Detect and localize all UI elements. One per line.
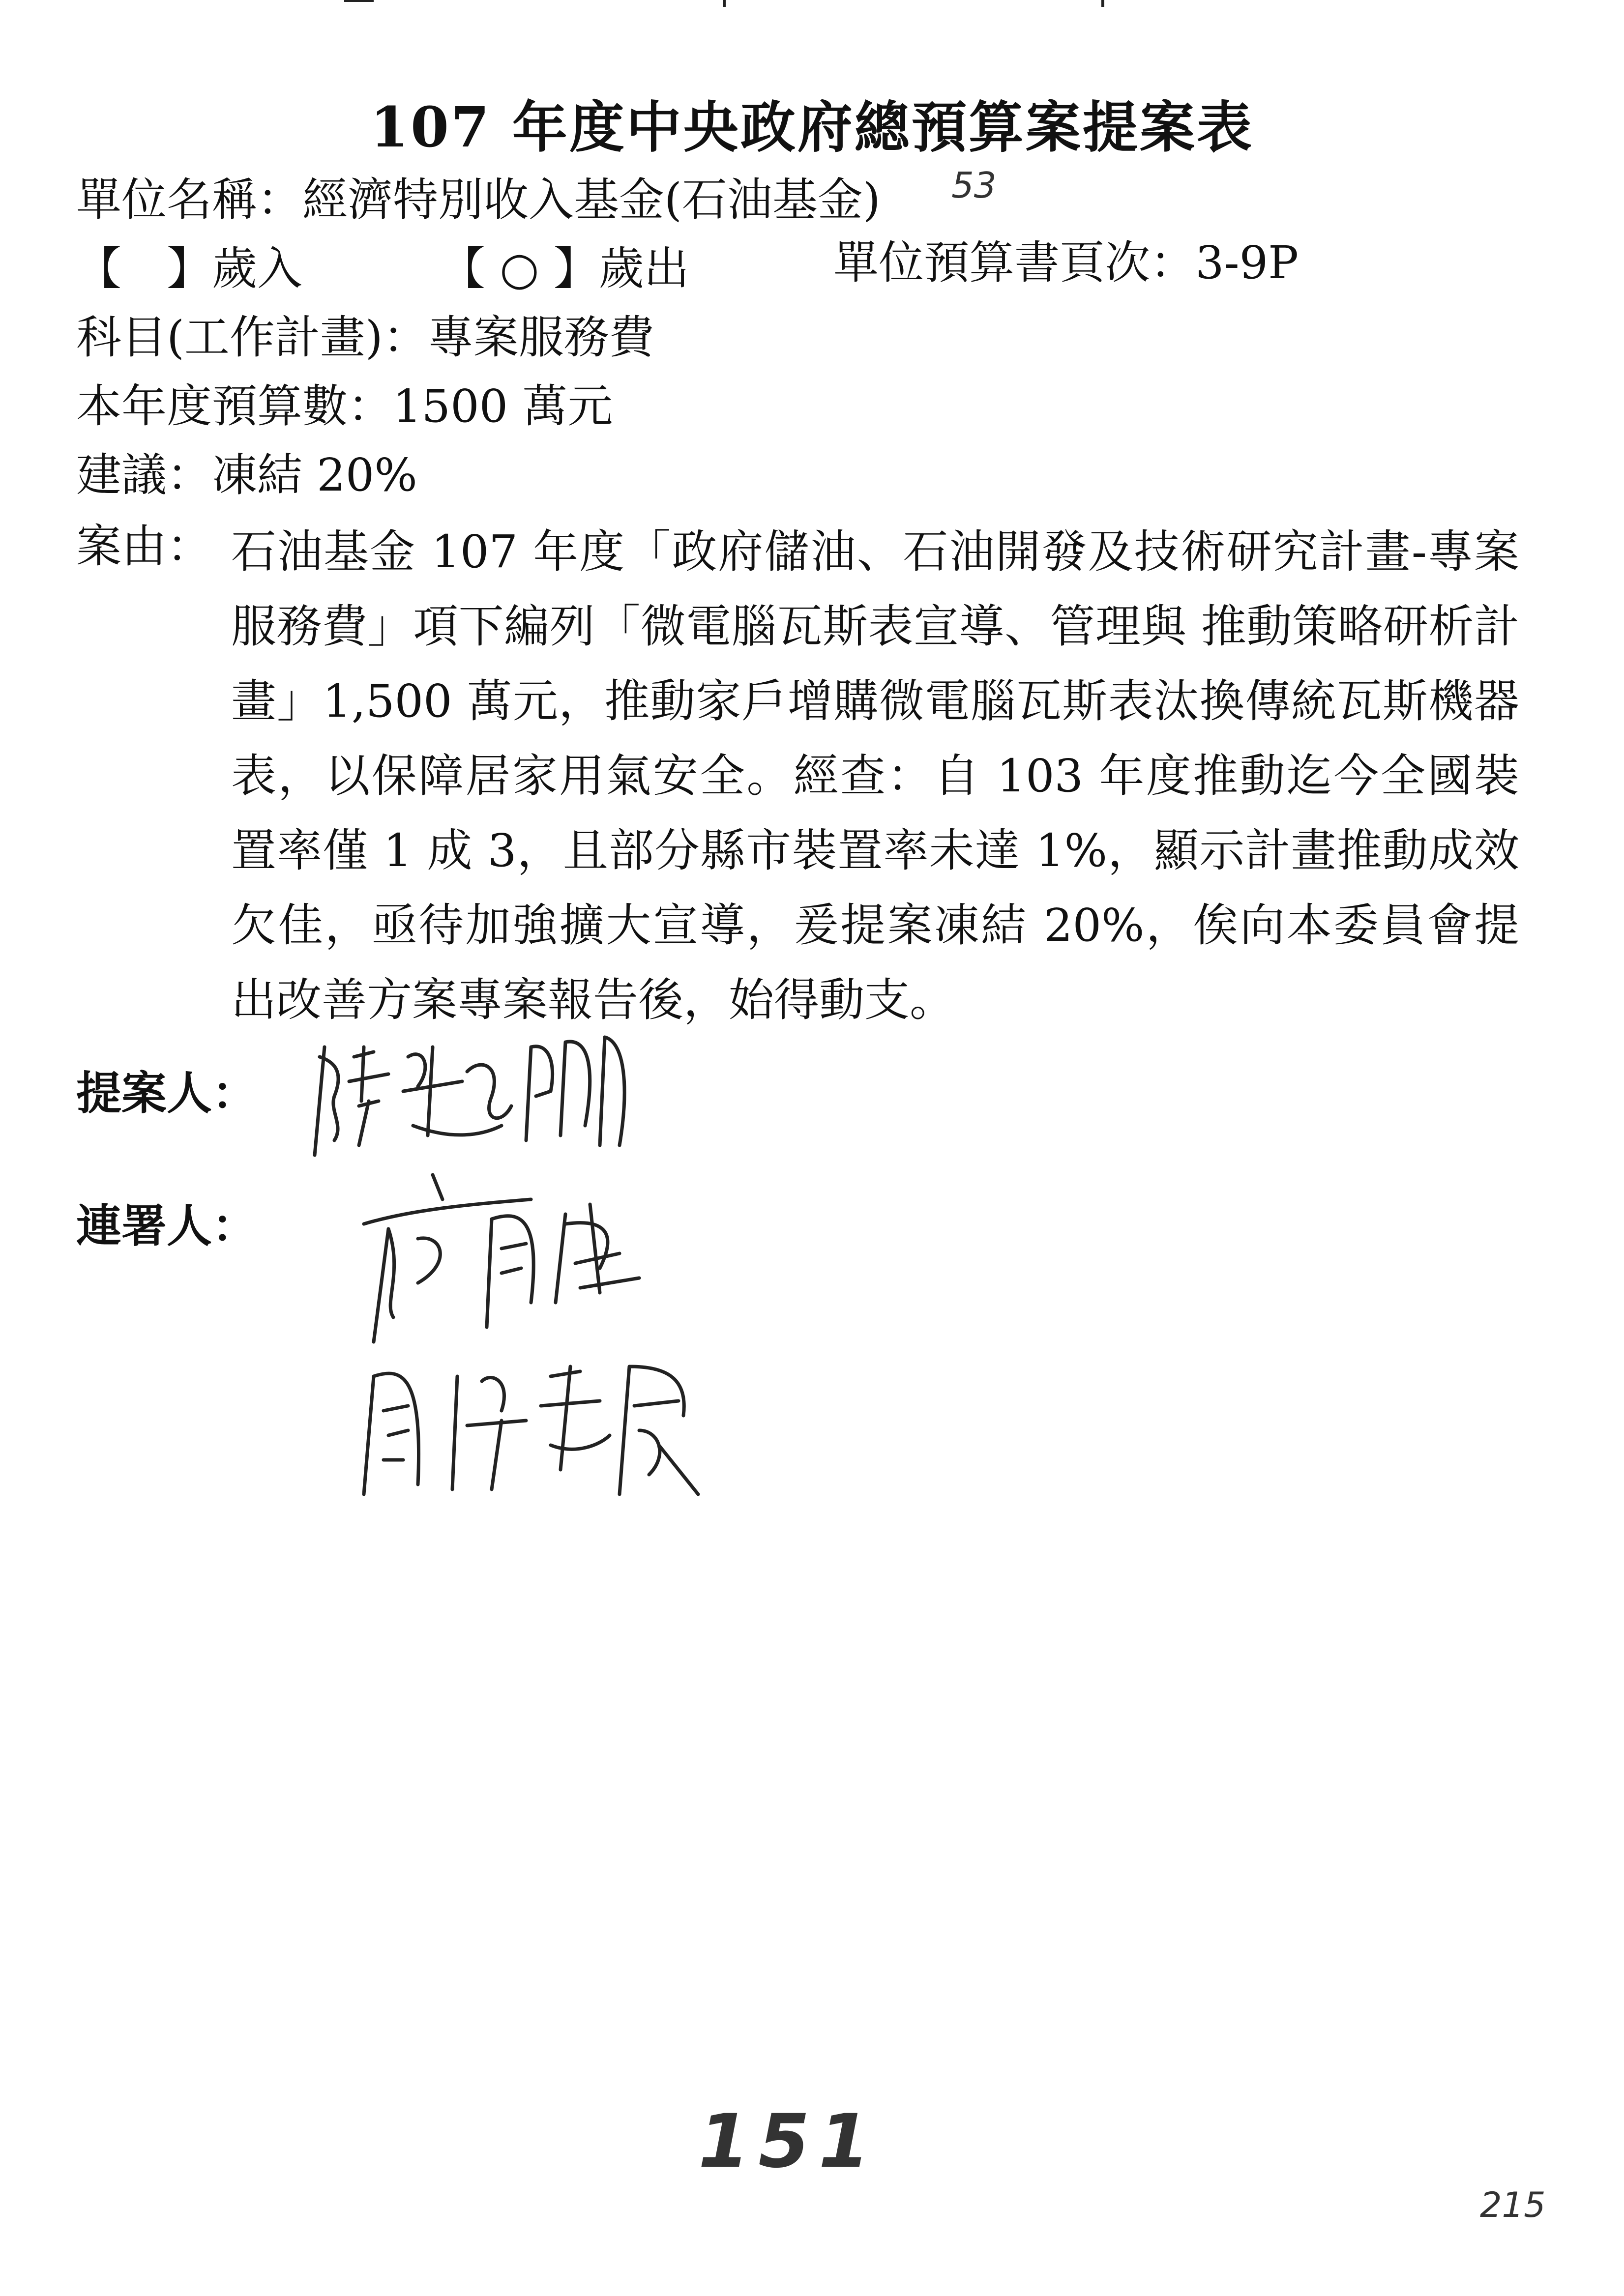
expense-label: 歲出 <box>598 242 689 295</box>
income-row <box>76 237 302 301</box>
income-label: 歲入 <box>212 242 303 295</box>
page-title: 107 年度中央政府總預算案提案表 <box>370 95 1254 160</box>
proposer-signature <box>305 1027 649 1175</box>
unit-code-handwritten: 53 <box>951 165 997 206</box>
page-ref-row <box>833 231 1299 295</box>
expense-row <box>440 237 689 301</box>
expense-bracket: 【 ○ 】 <box>440 242 599 295</box>
subject-row <box>76 306 654 370</box>
reason-label: 案由： <box>76 520 212 573</box>
suggestion-value: 凍結 20% <box>212 449 417 501</box>
page-number-handwritten: 151 <box>698 2099 879 2184</box>
suggestion-label: 建議： <box>76 449 212 501</box>
corner-number-handwritten: 215 <box>1480 2185 1546 2225</box>
budget-row <box>76 375 613 438</box>
unit-row <box>76 168 881 232</box>
scan-mark <box>723 0 726 7</box>
page-ref-value: 3-9P <box>1195 236 1299 289</box>
page-ref-label: 單位預算書頁次： <box>833 236 1196 289</box>
unit-label: 單位名稱： <box>76 174 303 226</box>
budget-label: 本年度預算數： <box>76 380 393 433</box>
cosigner-label: 連署人： <box>76 1200 258 1252</box>
reason-text: 石油基金 107 年度「政府儲油、石油開發及技術研究計畫-專案服務費」項下編列「微電腦瓦斯表宣導、管理與 推動策略研析計畫」1,500 萬元，推動家戶增購微電腦瓦斯表汰換傳統瓦斯機器表，以保障居家用氣安全。經查：自 103 年度推動迄今全國裝置率僅 1 成 3，且部分縣市裝置率未達 1%，顯示計畫推動成效欠佳，亟待加強擴大宣導，爰提案凍結 20%，俟向本委員會提出改善方案專案報告後，始得動支。 <box>231 525 1519 1026</box>
income-bracket: 【 】 <box>76 242 212 295</box>
scan-mark <box>344 0 374 2</box>
subject-value: 專案服務費 <box>428 311 654 364</box>
proposer-label: 提案人： <box>76 1067 258 1120</box>
budget-value: 1500 萬元 <box>393 380 613 433</box>
suggestion-row <box>76 443 417 507</box>
cosigner-signature-1 <box>344 1155 698 1362</box>
cosigner-signature-2 <box>344 1347 738 1514</box>
subject-label: 科目(工作計畫)： <box>76 311 428 364</box>
unit-name: 經濟特別收入基金(石油基金) <box>302 174 881 226</box>
scan-mark <box>1101 0 1104 7</box>
